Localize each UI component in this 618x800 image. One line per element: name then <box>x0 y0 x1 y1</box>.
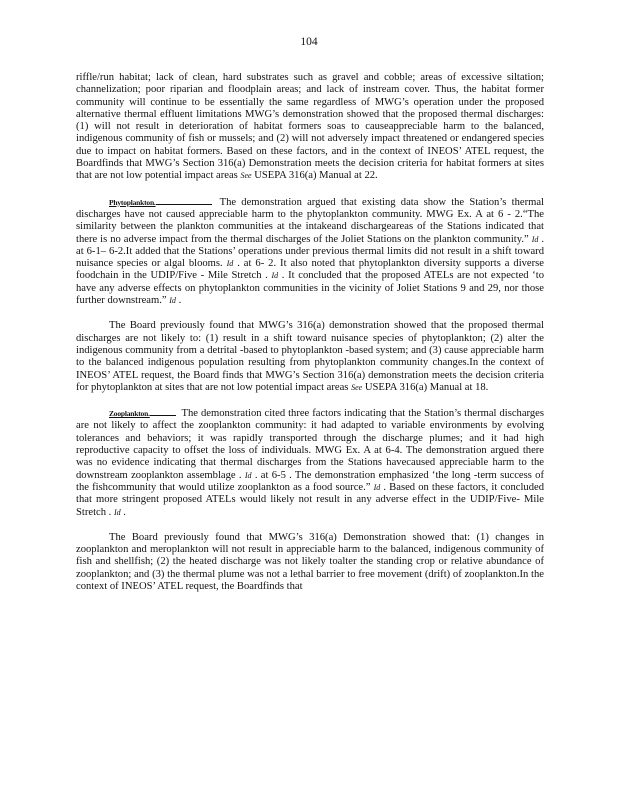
section-heading-zooplankton: Zooplankton. <box>109 409 150 419</box>
citation-signal: See <box>351 382 363 392</box>
citation-id: Id <box>244 470 252 480</box>
paragraph-text-run: . at 6- 2. It also noted that phytoplankton diversity supports a diverse foodchain in the UDIP/Five - Mile Stretch . <box>76 258 544 282</box>
heading-underline-rule <box>156 196 212 205</box>
heading-underline-rule <box>150 407 176 416</box>
citation-id: Id <box>531 234 539 244</box>
citation-text: USEPA 316(a) Manual at 18. <box>364 381 489 393</box>
segments-container <box>76 197 544 306</box>
paragraph-text-run: . <box>175 295 182 307</box>
citation-id: Id <box>373 482 381 492</box>
citation-id: Id <box>113 507 121 517</box>
paragraph-text-run: . It concluded that the proposed ATELs are not expected ‘to have any adverse effects on phytoplankton communities in the vicinity of Joliet Stations 9 and 29, nor those further downstream.” <box>76 270 544 307</box>
paragraph-text-run: . Based on these factors, it concluded that more stringent proposed ATELs would likely not result in any adverse effect in the UDIP/Five- Mile Stretch . <box>76 481 544 518</box>
paragraph-text: The Board previously found that MWG’s 316(a) demonstration showed that the proposed thermal discharges are not likely to: (1) result in a shift toward nuisance species of phytoplankton; (2) alter the indigenous community from a detrital -based to phytoplankton -based system; and (3) cause appreciable harm to the balanced indigenous population resulting from phytoplankton community changes.In the context of INEOS’ ATEL request, the Board finds that MWG’s Section 316(a) demonstration meets the decision criteria for phytoplankton at sites that are not low potential impact areas <box>76 320 544 393</box>
paragraph-text-run: . <box>120 506 126 518</box>
section-heading-phytoplankton: Phytoplankton. <box>109 197 156 207</box>
citation-id: Id <box>169 296 176 306</box>
page-number: 104 <box>300 36 318 48</box>
citation-text: USEPA 316(a) Manual at 22. <box>254 170 378 182</box>
segments-container <box>76 408 544 517</box>
paragraph-text-run: . at 6-1– 6-2.It added that the Stations’ operations under previous thermal limits did not result in a shift toward nuisance species or algal blooms. <box>76 233 544 270</box>
document-body <box>76 72 544 606</box>
paragraph-text-run: The demonstration cited three factors indicating that the Station’s thermal discharges are not likely to affect the zooplankton community: it had adapted to variable environments by evolving tolerances and behaviors; it was rapidly transported through the discharge plumes; and it had high reproductive capacity to offset the loss of individuals. MWG Ex. A at 6-4. The demonstration argued there was no evidence indicating that thermal discharges from the Stations havecaused appreciable harm to the downstream zooplankton assemblage . <box>76 408 544 481</box>
citation-id: Id <box>271 271 279 281</box>
paragraph-phytoplankton-findings <box>76 320 544 394</box>
paragraph-zooplankton <box>76 407 544 519</box>
paragraph-habitat-formers <box>76 72 544 183</box>
paragraph-text-run: . at 6-5 . The demonstration emphasized ‘the long -term success of the fishcommunity that would utilize zooplankton as a food source.” <box>76 469 544 493</box>
paragraph-zooplankton-findings <box>76 532 544 593</box>
paragraph-text: riffle/run habitat; lack of clean, hard substrates such as gravel and cobble; areas of excessive siltation; channelization; poor riparian and floodplain areas; and lack of instream cover. Thus, the habitat former community will continue to be essentially the same regardless of MWG’s operation under the proposed alternative thermal effluent limitations MWG’s demonstration showed that the proposed thermal discharges: (1) will not result in deterioration of habitat formers soas to causeappreciable harm to the balanced, indigenous community of fish or mussels; and (2) will not adversely impact threatened or endangered species due to impact on habitat formers. Based on these factors, and in the context of INEOS’ ATEL request, the Boardfinds that MWG’s Section 316(a) Demonstration meets the decision criteria for habitat formers at sites that are not low potential impact areas <box>76 72 544 182</box>
paragraph-phytoplankton <box>76 196 544 308</box>
citation-signal: See <box>240 171 252 181</box>
citation-id: Id <box>226 259 234 269</box>
paragraph-text: The Board previously found that MWG’s 316(a) Demonstration showed that: (1) changes in zooplankton and meroplankton will not result in appreciable harm to the balanced, indigenous community of fish and shellfish; (2) the heated discharge was not likely toalter the standing crop or relative abundance of zooplankton; and (3) the thermal plume was not a lethal barrier to free movement (drift) of zooplankton.In the context of INEOS’ ATEL request, the Boardfinds that <box>76 531 544 592</box>
paragraph-text-run: The demonstration argued that existing data show the Station’s thermal discharges have not caused appreciable harm to the phytoplankton community. MWG Ex. A at 6 - 2.“The similarity between the plankton communities at the intakeand dischargeareas of the Stations indicated that there is no adverse impact from the thermal discharges of the Joliet Stations on the plankton community.” <box>76 196 544 245</box>
